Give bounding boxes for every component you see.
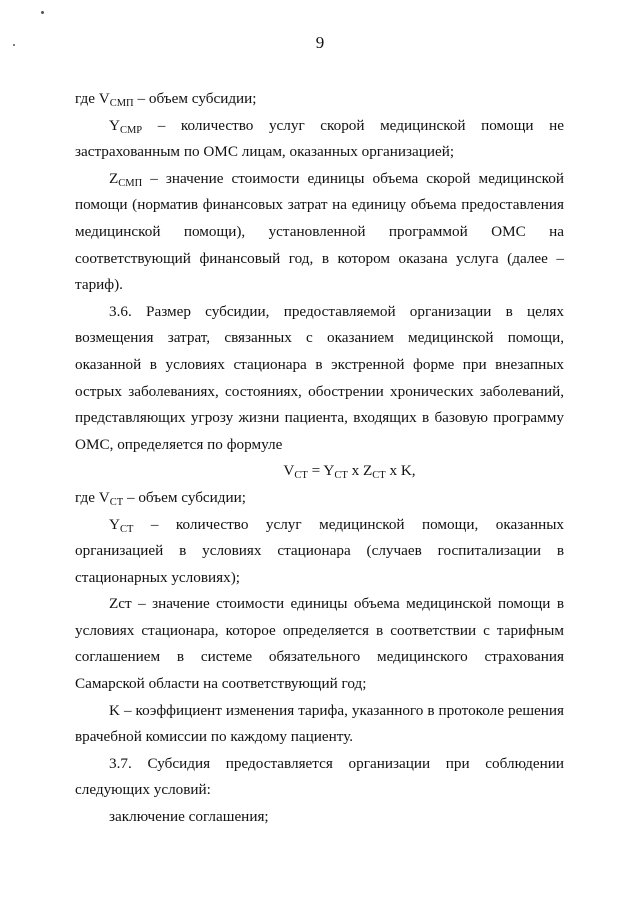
page-number: 9 [315, 33, 325, 52]
subscript: CT [334, 470, 348, 482]
subscript: CMP [119, 124, 143, 136]
paragraph-z-ct [75, 591, 564, 697]
text-run: – объем субсидии; [123, 488, 247, 506]
subscript: CT [372, 470, 386, 482]
paragraph-subsidy-volume-ct [75, 485, 564, 512]
text-run: Zст – значение стоимости единицы объема медицинской помощи в условиях стационара, которое определяется в соответствии с тарифным соглашением в системе обязательного медицинского страхования Самарской области на соответствующий год; [75, 595, 564, 693]
text-run: заключение соглашения; [109, 808, 269, 826]
paragraph-agreement [75, 804, 564, 831]
text-run: = Y [307, 462, 335, 480]
paragraph-subsidy-volume-smp [75, 86, 564, 113]
text-run: Y [109, 116, 120, 134]
subscript: CMП [118, 177, 143, 189]
text-run: – объем субсидии; [133, 90, 257, 107]
subscript: CT [294, 470, 308, 482]
text-run: x K, [385, 462, 416, 480]
text-run: x Z [347, 462, 373, 480]
text-run: – значение стоимости единицы объема скорой медицинской помощи (норматив финансовых затрат на единицу объема предоставления медицинской помощи), установленной программой ОМС на соответствующий финансовый год, в котором оказана услуга (далее – тариф). [75, 169, 564, 294]
text-run: где V [75, 90, 110, 107]
document-body [75, 86, 564, 831]
text-run: – количество услуг скорой медицинской помощи не застрахованным по ОМС лицам, оказанных организацией; [75, 116, 564, 161]
subscript: СМП [109, 98, 134, 109]
text-run: Z [109, 169, 119, 187]
text-run: – количество услуг медицинской помощи, оказанных организацией в условиях стационара (случаев госпитализации в стационарных условиях); [75, 515, 564, 586]
scan-speck [41, 11, 44, 14]
paragraph-k-coefficient [75, 698, 564, 751]
paragraph-3-7 [75, 751, 564, 804]
subscript: CT [119, 523, 134, 535]
paragraph-3-6 [75, 299, 564, 459]
text-run: K – коэффициент изменения тарифа, указанного в протоколе решения врачебной комиссии по каждому пациенту. [75, 701, 564, 746]
text-run: V [283, 462, 295, 480]
subscript: CT [109, 496, 124, 508]
formula [75, 458, 564, 485]
text-run: 3.6. Размер субсидии, предоставляемой организации в целях возмещения затрат, связанных с оказанием медицинской помощи, оказанной в условиях стационара в экстренной форме при внезапных острых заболеваниях, состояниях, обострении хронических заболеваний, представляющих угрозу жизни пациента, входящих в базовую программу ОМС, определяется по формуле [75, 302, 564, 453]
text-run: Y [109, 515, 120, 533]
paragraph-y-ct [75, 512, 564, 592]
text-run: где V [75, 488, 110, 506]
paragraph-y-cmp [75, 113, 564, 166]
paragraph-z-cmp [75, 166, 564, 299]
text-run: 3.7. Субсидия предоставляется организации при соблюдении следующих условий: [75, 754, 564, 799]
